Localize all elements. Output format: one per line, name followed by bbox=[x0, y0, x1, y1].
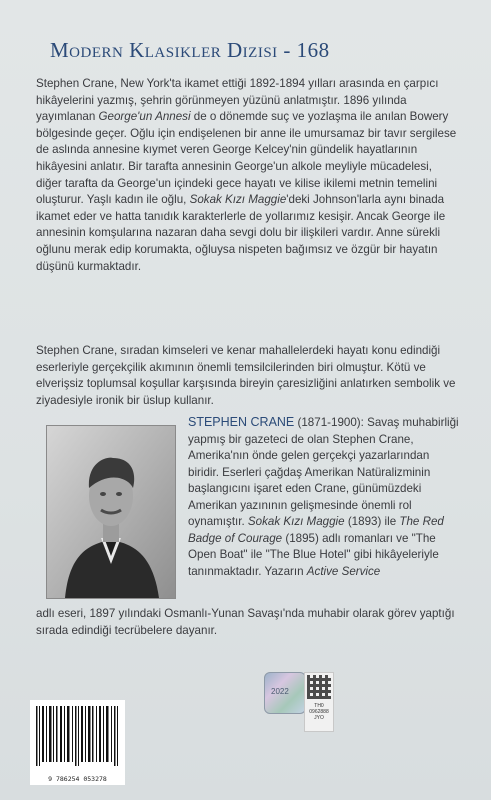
synopsis-text: 'deki Johnson'larla aynı binada ikamet eder ve hatta tanıdık karakterlerle de yollarımız kesişir. Ancak George ile annesinin komşularına nazaran daha sevgi dolu bir ilişkileri vardır. Anne sürekli oğlunu merak edip korumakta, oğluysa nispeten bağımsız ve özgür bir hayatın düşünü kurmaktadır. bbox=[36, 193, 446, 273]
sticker-code-line: TH0 bbox=[314, 703, 324, 709]
sticker-code-line: 0962888 bbox=[309, 709, 329, 715]
synopsis-text: Stephen Crane, New York'ta ikamet ettiği 1892-1894 yılları arasında en çarpıcı hikâyelerini yazmış, şehrin görünmeyen yüzünü anlatmıştır. 1896 yılında yayımlanan bbox=[36, 77, 439, 124]
synopsis-text: de o dönemde suç ve yozlaşma ile anılan Bowery bölgesinde geçer. Oğlu için endişelenen bir anne ile umursamaz bir tavır sergilese de aslında annesine kıymet veren George Kelcey'nin gündelik hayatlarının hikâyesini anlatır. Bir tarafta annesinin George'un alkole meyliyle mücadelesi, diğer tarafta da George'un içindeki gece hayatı ve kilise ikilemi metnin temelini oluşturur. Yaşlı kadın ile oğlu, bbox=[36, 110, 457, 207]
bio-text: Savaş muhabirliği yapmış bir gazeteci de olan Stephen Crane, Amerika'nın önde gelen gerçekçi yazarlarından biridir. Eserleri çağdaş Amerikan Natüralizminin başlangıcını işaret eden Crane, günümüzdeki Amerikan yazınının gelişmesinde önemli rol oynamıştır. bbox=[188, 416, 459, 528]
series-title: Modern Klasikler Dizisi - 168 bbox=[50, 38, 330, 62]
author-bio bbox=[188, 414, 460, 580]
author-portrait-drawing bbox=[47, 426, 175, 598]
qr-code-icon bbox=[307, 675, 331, 699]
isbn-barcode bbox=[30, 700, 125, 785]
sticker-code-line: JYO bbox=[314, 715, 324, 721]
book-title-italic: The Red Badge of Courage bbox=[188, 515, 444, 545]
author-portrait bbox=[46, 425, 176, 599]
sticker-code bbox=[305, 703, 333, 721]
bio-text: (1895) adlı romanları ve "The Open Boat" ile "The Blue Hotel" gibi hikâyeleriyle tanınmaktadır. Yazarın bbox=[188, 531, 439, 578]
qr-sticker bbox=[304, 672, 334, 732]
book-title-italic: George'un Annesi bbox=[98, 110, 191, 124]
author-years: (1871-1900): bbox=[294, 416, 364, 429]
bio-text: (1893) ile bbox=[344, 515, 400, 528]
hologram-sticker bbox=[264, 672, 306, 714]
book-title-italic: Sokak Kızı Maggie bbox=[189, 193, 287, 207]
hologram-year: 2022 bbox=[271, 687, 289, 696]
synopsis-paragraph-2: Stephen Crane, sıradan kimseleri ve kenar mahallelerdeki hayatı konu edindiği eserleriyle gerçekçilik akımının önemli temsilcilerinden biri olmuştur. Kötü ve elverişsiz toplumsal koşullar karşısında bireyin çaresizliğini anlatırken sembolik ve ziyadesiyle ironik bir üslup kullanır. bbox=[36, 344, 456, 407]
barcode-icon bbox=[30, 700, 125, 770]
bio-text: adlı eseri, 1897 yılındaki Osmanlı-Yunan Savaşı'nda muhabir olarak görev yaptığı sırada edindiği tecrübelere dayanır. bbox=[36, 607, 455, 637]
book-title-italic: Active Service bbox=[306, 564, 381, 578]
synopsis-paragraph-1 bbox=[36, 76, 458, 275]
author-name: STEPHEN CRANE bbox=[188, 415, 295, 429]
bio-continuation bbox=[36, 606, 458, 639]
book-title-italic: Sokak Kızı Maggie bbox=[247, 515, 345, 528]
isbn-number: 9 786254 053278 bbox=[48, 775, 107, 783]
